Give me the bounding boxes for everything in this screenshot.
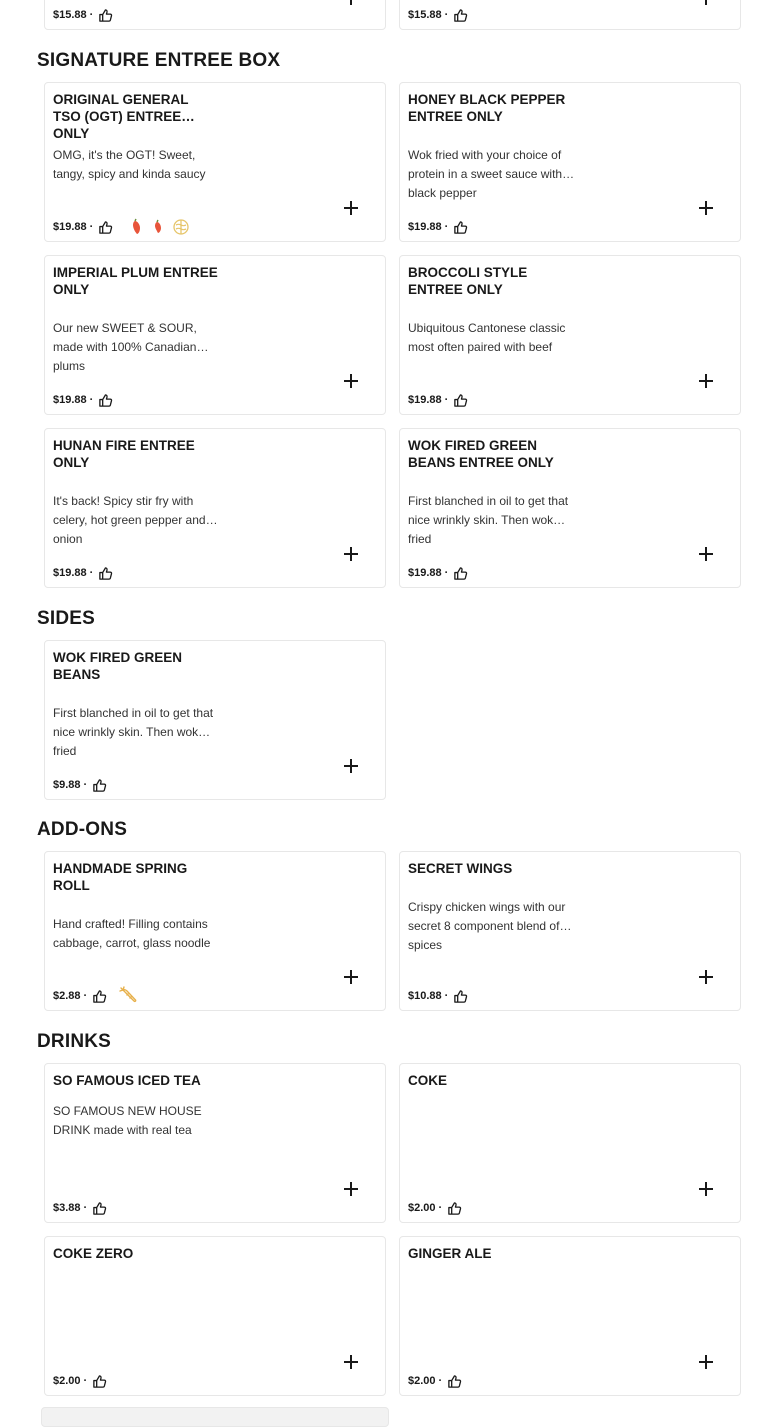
item-footer [53,1372,107,1390]
add-item-button[interactable] [698,200,714,216]
thumbs-up-icon[interactable] [98,220,113,235]
wheat-icon [171,217,191,237]
price-separator: · [89,221,94,233]
thumbs-up-icon[interactable] [92,1374,107,1389]
item-footer [408,218,468,236]
item-price: $15.88 [53,9,87,21]
item-footer [53,564,113,582]
item-title: HONEY BLACK PEPPER ENTREE ONLY [408,92,566,124]
chili-pepper-icon [149,218,167,236]
item-title: SECRET WINGS [408,861,513,876]
price-separator: · [89,9,94,21]
item-title: WOK FIRED GREEN BEANS ENTREE ONLY [408,438,554,470]
menu-item-card-broccoli[interactable] [399,255,741,415]
item-description: SO FAMOUS NEW HOUSE DRINK made with real tea [53,1104,202,1137]
item-price: $19.88 [408,394,442,406]
add-item-button[interactable] [698,0,714,6]
item-footer [408,1199,462,1217]
price-separator: · [438,1375,443,1387]
item-footer [408,987,468,1005]
item-footer [53,6,113,24]
add-item-button[interactable] [343,1354,359,1370]
item-description: Crispy chicken wings with our secret 8 component blend of spices [408,900,566,952]
item-price: $19.88 [53,567,87,579]
thumbs-up-icon[interactable] [453,393,468,408]
thumbs-up-icon[interactable] [98,393,113,408]
price-separator: · [89,394,94,406]
carrot-icon [119,986,139,1006]
item-description: First blanched in oil to get that nice wrinkly skin. Then wok fried [408,494,569,546]
menu-item-card-honey[interactable] [399,82,741,242]
price-separator: · [438,1202,443,1214]
item-footer [408,564,468,582]
item-description: Hand crafted! Filling contains cabbage, carrot, glass noodle [53,917,211,950]
add-item-button[interactable] [343,758,359,774]
add-item-button[interactable] [698,1354,714,1370]
menu-item-card-cokezero[interactable] [44,1236,386,1396]
price-separator: · [444,9,449,21]
section-title-drinks: DRINKS [37,1031,112,1052]
menu-item-card-plum[interactable] [44,255,386,415]
item-title: ORIGINAL GENERAL TSO (OGT) ENTREE ONLY [53,92,189,141]
add-item-button[interactable] [698,546,714,562]
item-price: $3.88 [53,1202,81,1214]
thumbs-up-icon[interactable] [92,1201,107,1216]
item-price: $9.88 [53,779,81,791]
item-footer [408,6,468,24]
thumbs-up-icon[interactable] [453,566,468,581]
item-description: Our new SWEET & SOUR, made with 100% Canadian plums [53,321,197,373]
item-title: HUNAN FIRE ENTREE ONLY [53,438,195,470]
price-separator: · [83,1375,88,1387]
item-description: It's back! Spicy stir fry with celery, hot green pepper and onion [53,494,206,546]
menu-item-card-icedtea[interactable] [44,1063,386,1223]
item-title: BROCCOLI STYLE ENTREE ONLY [408,265,528,297]
add-item-button[interactable] [698,969,714,985]
item-price: $10.88 [408,990,442,1002]
price-separator: · [83,1202,88,1214]
price-separator: · [444,567,449,579]
item-title: HANDMADE SPRING ROLL [53,861,188,893]
item-title: COKE ZERO [53,1246,134,1261]
thumbs-up-icon[interactable] [453,989,468,1004]
thumbs-up-icon[interactable] [453,220,468,235]
price-separator: · [444,990,449,1002]
chili-pepper-icon [127,218,145,236]
item-price: $19.88 [53,394,87,406]
item-footer [53,987,139,1005]
menu-item-card[interactable] [399,0,741,30]
item-footer [53,218,191,236]
thumbs-up-icon[interactable] [98,566,113,581]
item-price: $19.88 [408,567,442,579]
price-separator: · [89,567,94,579]
item-price: $2.88 [53,990,81,1002]
add-item-button[interactable] [343,0,359,6]
item-footer [53,1199,107,1217]
add-item-button[interactable] [343,200,359,216]
item-title: IMPERIAL PLUM ENTREE ONLY [53,265,218,297]
add-item-button[interactable] [343,546,359,562]
thumbs-up-icon[interactable] [447,1374,462,1389]
add-item-button[interactable] [343,1181,359,1197]
add-item-button[interactable] [343,969,359,985]
section-title-sides: SIDES [37,608,96,629]
item-price: $19.88 [408,221,442,233]
price-separator: · [444,221,449,233]
item-price: $19.88 [53,221,87,233]
menu-item-card-hunan[interactable] [44,428,386,588]
item-description: OMG, it's the OGT! Sweet, tangy, spicy and kinda saucy [53,148,206,181]
section-title-addons: ADD-ONS [37,819,128,840]
add-item-button[interactable] [698,1181,714,1197]
item-title: COKE [408,1073,448,1088]
thumbs-up-icon[interactable] [92,989,107,1004]
item-footer [408,391,468,409]
add-item-button[interactable] [698,373,714,389]
item-title: WOK FIRED GREEN BEANS [53,650,183,682]
item-title: SO FAMOUS ICED TEA [53,1073,201,1088]
menu-item-card-greenbeans-entree[interactable] [399,428,741,588]
menu-item-card-greenbeans-side[interactable] [44,640,386,800]
add-item-button[interactable] [343,373,359,389]
menu-item-card-springroll[interactable] [44,851,386,1011]
item-description: Wok fried with your choice of protein in a sweet sauce with black pepper [408,148,563,200]
menu-item-card-partial[interactable] [41,1407,389,1427]
price-separator: · [83,990,88,1002]
price-separator: · [83,779,88,791]
item-price: $15.88 [408,9,442,21]
item-footer [53,776,107,794]
menu-item-card-ogt[interactable] [44,82,386,242]
item-description: Ubiquitous Cantonese classic most often paired with beef [408,321,566,354]
thumbs-up-icon[interactable] [98,8,113,23]
menu-item-card[interactable] [44,0,386,30]
section-title-signature: SIGNATURE ENTREE BOX [37,50,281,71]
item-title: GINGER ALE [408,1246,492,1261]
item-footer [53,391,113,409]
thumbs-up-icon[interactable] [447,1201,462,1216]
item-price: $2.00 [53,1375,81,1387]
menu-item-card-coke[interactable] [399,1063,741,1223]
price-separator: · [444,394,449,406]
item-price: $2.00 [408,1375,436,1387]
menu-item-card-gingerale[interactable] [399,1236,741,1396]
item-description: First blanched in oil to get that nice wrinkly skin. Then wok fried [53,706,214,758]
thumbs-up-icon[interactable] [92,778,107,793]
item-price: $2.00 [408,1202,436,1214]
thumbs-up-icon[interactable] [453,8,468,23]
menu-item-card-wings[interactable] [399,851,741,1011]
item-footer [408,1372,462,1390]
